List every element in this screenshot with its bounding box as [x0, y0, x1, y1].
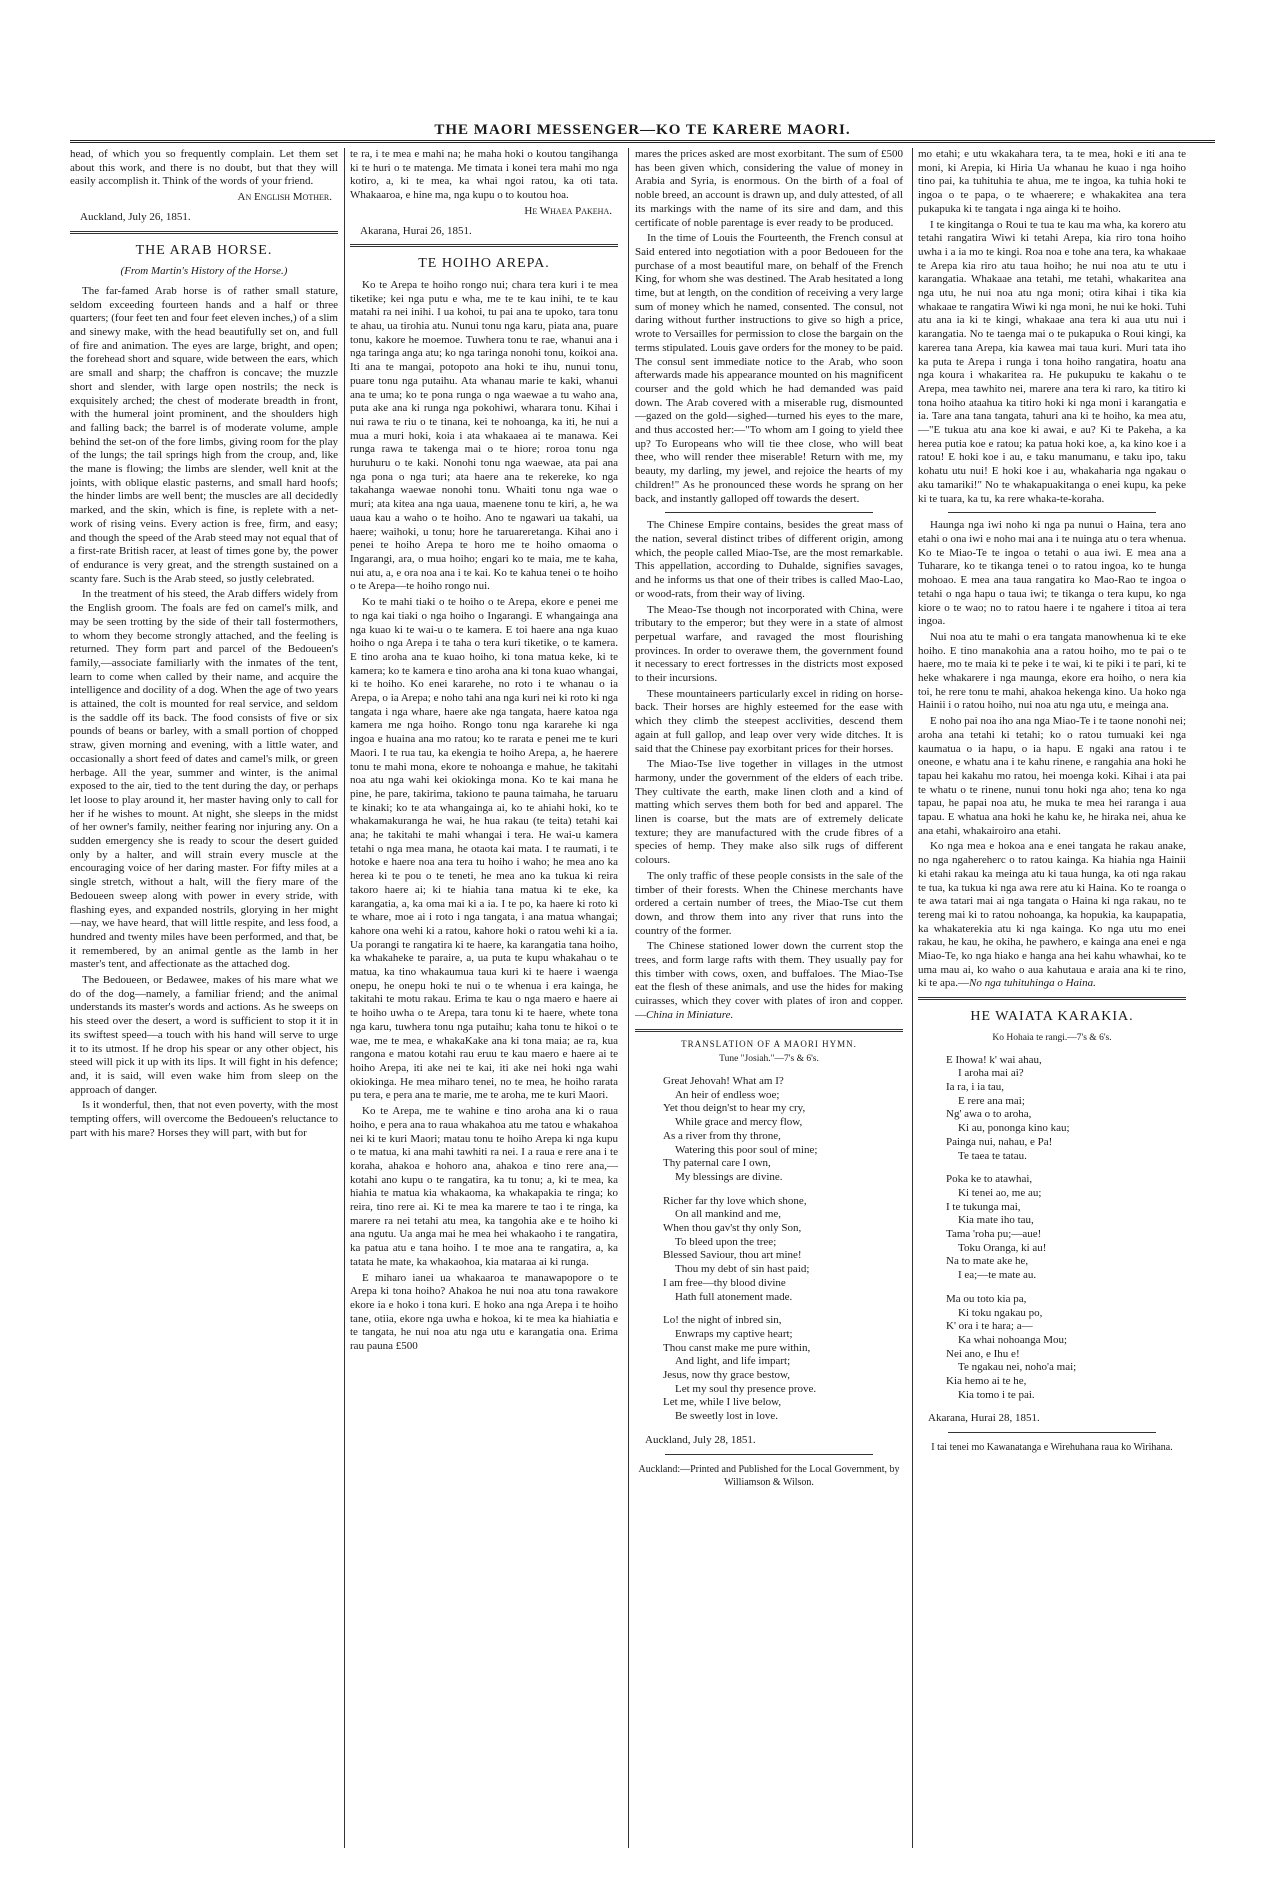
- verse-line: Let my soul thy presence prove.: [675, 1382, 817, 1395]
- column-3: [635, 148, 903, 1848]
- column-divider: [628, 148, 629, 1848]
- verse-line: Ma ou toto kia pa,: [946, 1292, 1027, 1305]
- section-rule: [635, 1029, 903, 1032]
- waiata-title: HE WAIATA KARAKIA.: [970, 1009, 1134, 1025]
- article-paragraph: Ko te Arepa te hoiho rongo nui; chara tera kuri i te mea tiketike; kei nga putu e wha, me te te kau inihi, te te kau matahi ra nei inihi. I ua kohoi, tu pai ana te upoko, tara tonu te ahau, ua tirohia atu. Nunui tonu nga karu, piata ana, puare tonu, kakore he moemoe. Tuwhera tonu te rae, whanui ana i nga taringa anga atu; ko nga taringa nonohi tonu, koikoi ana. Iti ana te mangai, potopoto ana hoki te ihu, nunui tonu, puare tonu nga putaihu. Ata whanau marie te kaki, whanui ana te uma; ko te pona runga o nga waewae a tu waho ana, puta ake ana ki runga nga pokohiwi, wharara tonu. Kihai i nui rawa te riu o te tinana, kei te nohoanga, ka iti, he nui a mua a muri hoki, koia i ata whakaaea ai te manawa. Kei runga rawa te takenga mai o te hiore; roroa tonu nga huruhuru o te kaki. Nonohi tonu nga waewae, ata pai ana nga pona o nga turi; ata haere ana te rekereke, ko nga takahanga waewae nonohi tonu. Whaiti tonu nga wae o muri; ata kitea ana nga uaua, maenene tonu te kiri, a, he wa uaua kau a waho o te hoiho. Ano te ngawari ua takahi, ua haere; waihoki, u tonu; hore he taruareretanga. Kihai ano i penei te hoiho Arepa te horo me te hoiho omaoma o Ingarangi, ara, o mua hoiho; engari ko te maia, me te kaha, nui atu, a, e ora noa ana i te kai. Ko te kahua tenei o te hoiho o te Arepa—te hoiho rongo nui.: [350, 278, 618, 593]
- verse-line: E Ihowa! k' wai ahau,: [946, 1053, 1042, 1066]
- article-source: (From Martin's History of the Horse.): [120, 265, 288, 278]
- column-1: [70, 148, 338, 1848]
- section-rule: [350, 244, 618, 247]
- article-paragraph: Ko te Arepa, me te wahine e tino aroha ana ki o raua hoiho, e pera ana to raua whakahoa atu me tatou e whakahoa nei ki te kuri Maori; matau tonu te hoiho Arepa ki nga kupu o te matua, ki ana mahi tawhiti ra nei. I a raua e rere ana i te koraha, ahakoa e hohoro ana, ahakoa e tino rere ana,—kotahi ano kupu o te rangatira, ka tu tonu; a, ki te mea, ka hiahia te matua kia whakaoma, ka whakapakia te ringa; ko reira, tino rere ai. Ki te mea ka marere te tao i te ringa, ka marere ra nei tetahi atu mea, ka tangohia ake e te hoiho ki ana ngutu. Ua anga mai he mea hei whakaoho i te rangatira, ka patua atu e tana hoiho. I te moe ana te rangatira, a, ka tatata he mate, ka whakaohoa, kia mataraa ai ki runga.: [350, 1105, 618, 1268]
- verse-line: Kia mate iho tau,: [958, 1214, 1034, 1227]
- waiata-dateline: Akarana, Hurai 28, 1851.: [928, 1412, 1040, 1425]
- waiata-tune: Ko Hohaia te rangi.—7's & 6's.: [992, 1032, 1112, 1043]
- verse-line: Kia hemo ai te he,: [946, 1375, 1027, 1388]
- verse-line: An heir of endless woe;: [675, 1088, 780, 1101]
- verse-line: And light, and life impart;: [675, 1355, 791, 1368]
- verse-line: As a river from thy throne,: [663, 1129, 781, 1142]
- verse-line: Ki toku ngakau po,: [958, 1306, 1043, 1319]
- waiata-stanza: [946, 1173, 1186, 1283]
- verse-line: Let me, while I live below,: [663, 1396, 782, 1409]
- verse-line: Ia ra, i ia tau,: [946, 1081, 1005, 1093]
- verse-line: I aroha mai ai?: [958, 1067, 1024, 1080]
- section-rule: [918, 997, 1186, 1000]
- verse-line: Great Jehovah! What am I?: [663, 1075, 784, 1087]
- waiata-stanza: [946, 1054, 1186, 1164]
- article-paragraph: mo etahi; e utu wkakahara tera, ta te mea, hoki e iti ana te moni, ki Arepia, ki Hiria Ua whanau he kuao i nga hoiho tino pai, ka tuhituhia te ahua, me te ingoa, ka tuhia hoki te ingoa o te papa, o te whaerere; e whakakitea ana tera pukapuka ki te tangata i nga ainga ki te hoiho.: [918, 148, 1186, 215]
- letter-dateline: Akarana, Hurai 26, 1851.: [360, 224, 472, 237]
- masthead-rule: [70, 140, 1215, 143]
- verse-line: E rere ana mai;: [958, 1094, 1025, 1107]
- letter-ending: head, of which you so frequently complain. Let them set about this work, and there is no doubt, but that they will easily accomplish it. Think of the words of your friend.: [70, 148, 338, 188]
- printer-imprint: Auckland:—Printed and Published for the Local Government, by Williamson & Wilson.: [638, 1463, 900, 1489]
- hymn-title: TRANSLATION OF A MAORI HYMN.: [681, 1038, 857, 1049]
- article-paragraph: The far-famed Arab horse is of rather small stature, seldom exceeding fourteen hands and a half or three quarters; (four feet ten and four feet eleven inches,) of a slim and sinewy make, with the head beautifully set on, and full of fire and animation. The eyes are large, bright, and open; the forehead short and square, wide between the ears, which are small and sharp; the chaffron is concave; the muzzle short and slender, with large open nostrils; the neck is exquisitely arched; the chest of moderate breadth in front, with the humeral joint prominent, and the shoulders high and falling back; the barrel is of moderate volume, ample behind the set-on of the fore limbs, giving room for the play of the lungs; the tail springs high from the croup, and, like the mane is flowing; the limbs are slender, well knit at the joints, with oblique elastic pasterns, and small hard hoofs; the hinder limbs are well bent; the muscles are all decidedly marked, and the skin, which is fine, is replete with a net-work of rising veins. Every action is free, firm, and easy; and though the speed of the Arab steed may not equal that of a first-rate British racer, at least of times gone by, the power of endurance is very great, and the strength sustained on a scanty fare. Such is the Arab steed, so justly celebrated.: [70, 284, 338, 585]
- verse-line: Richer far thy love which shone,: [663, 1194, 807, 1207]
- section-rule: [948, 1432, 1156, 1433]
- article-paragraph: [635, 940, 903, 1022]
- letter-dateline: Auckland, July 26, 1851.: [80, 210, 191, 223]
- article-paragraph: E noho pai noa iho ana nga Miao-Te i te taone nonohi nei; aroha ana tetahi ki tetahi; ko o ratou tumuaki kei nga kaumatua o ia hapu, o ia hapu. E ngaki ana ratou i te oneone, e whatu ana i te kahu rinene, e rangahia ana hoki he tapau hei kakahu mo ratou, hei moenga koki. Kihai i ata pai te whatu o te rinene, nunui tonu hoki nga aho; tena ko nga tapau, he papai noa atu, he muka te mea hei raranga i aua tapau. E whatua ana hoki he kahu ke, he hiraka nei, ahua ke ana etahi, whakairoiro ana etahi.: [918, 715, 1186, 837]
- verse-line: I ea;—te mate au.: [958, 1269, 1037, 1282]
- paragraph-text: Ko nga mea e hokoa ana e enei tangata he rakau anake, no nga ngahereherc o to ratou kainga. Ka hiahia nga Hainii ki etahi rakau ka meinga atu ki taua hunga, ka oti nga rakau te tua, ka tukua ki nga awa rere atu ki Haina. Ko te roanga o te awa tatari mai ai nga tangata o Haina ki nga rakau, no te tereng mai ki to ratou nohoanga, ka hopukia, ka kaupapatia, ka whakaterekia atu ki nga kainga. Ko nga utu mo enei rakau, he kau, he okiha, he pawhero, e kainga ana enei e nga Miao-Te, ko nga hiako e hanga ana hei kahu whawhai, ko te uma mau ai, ko waho o aua kahutaua e araia ana ki te rino, ki te apa.—: [918, 840, 1186, 990]
- article-paragraph: In the treatment of his steed, the Arab differs widely from the English groom. The foals are fed on camel's milk, and may be seen trotting by the side of their tall fostermothers, to whom they become strongly attached, and the feeling is returned. They form part and parcel of the Bedoueen's family,—associate familiarly with the inmates of the tent, learn to come when called by their name, and acquire the intelligence and docility of a dog. When the age of two years is attained, the colt is mounted for real service, and seldom is the saddle off its back. The food consists of five or six pounds of beans or barley, with a small portion of chopped straw, given morning and evening, with a little water, and occasionally a short feed of dates and camel's milk, or green herbage. All the year, summer and winter, is the animal exposed to the air, tied to the tent during the day, or perhaps let loose to play around it, her master having only to call for her if he wishes to mount. At night, she sleeps in the midst of her owner's family, neither fearing nor injuring any. On a sudden emergency she is ready to scour the desert guided only by a halter, and will strain every muscle at the encouraging voice of her daring master. For fifty miles at a single stretch, without a halt, will the fiery mare of the Bedoueen sweep along with power in every stride, with flashing eyes, and expanded nostrils, glorying in her might—nay, we have heard, that will little respite, and less food, a hundred and twenty miles have been performed, and that, be it remembered, by an animal gentle as the lamb in her master's tent, and affectionate as the attached dog.: [70, 588, 338, 971]
- verse-line: Be sweetly lost in love.: [675, 1410, 778, 1423]
- verse-line: Te ngakau nei, noho'a mai;: [958, 1361, 1077, 1374]
- verse-line: To bleed upon the tree;: [675, 1235, 777, 1248]
- letter-signature: He Whaea Pakeha.: [524, 204, 612, 217]
- article-paragraph: The Meao-Tse though not incorporated with China, were tributary to the emperor; but they were in a state of almost perpetual warfare, and ravaged the most flourishing provinces. In order to overawe them, the government found it necessary to erect fortresses in the districts most exposed to their incursions.: [635, 603, 903, 685]
- paragraph-text: The Chinese stationed lower down the current stop the trees, and form large rafts with them. They usually pay for this timber with cows, oxen, and buffaloes. The Miao-Tse eat the flesh of these animals, and use the hides for making cuirasses, which they cover with plates of iron and copper.—: [635, 940, 903, 1021]
- verse-line: Ka whai nohoanga Mou;: [958, 1333, 1068, 1346]
- verse-line: Thou my debt of sin hast paid;: [675, 1263, 810, 1276]
- verse-line: While grace and mercy flow,: [675, 1116, 803, 1129]
- article-paragraph: These mountaineers particularly excel in riding on horse-back. Their horses are highly esteemed for the ease with which they climb the steepest acclivities, descend them again at full gallop, and leap over very wide ditches. It is said that the Chinese pay exorbitant prices for their horses.: [635, 687, 903, 755]
- verse-line: Painga nui, nahau, e Pa!: [946, 1135, 1053, 1148]
- column-2: [350, 148, 618, 1848]
- article-title-hoiho-arepa: TE HOIHO AREPA.: [418, 256, 550, 272]
- hymn-stanza: [663, 1075, 903, 1185]
- verse-line: Kia tomo i te pai.: [958, 1388, 1035, 1401]
- article-paragraph: Is it wonderful, then, that not even poverty, with the most tempting offers, will overcome the Bedoueen's reluctance to part with his mare? Horses they will part, with but for: [70, 1099, 338, 1139]
- article-source: No nga tuhituhinga o Haina.: [969, 977, 1096, 990]
- verse-line: Thy paternal care I own,: [663, 1157, 771, 1170]
- verse-line: I am free—thy blood divine: [663, 1276, 786, 1289]
- verse-line: Ki au, pononga kino kau;: [958, 1122, 1070, 1135]
- verse-line: K' ora i te hara; a—: [946, 1320, 1033, 1333]
- article-paragraph: I te kingitanga o Roui te tua te kau ma wha, ka korero atu tetahi rangatira Wiwi ki tetahi Arepa, kia riro tona hoiho uwha i a ia mo te kingi. Roa noa e tohe ana tera, ka whakaae te Arepa kia riro atu taua hoiho; he nui noa atu te utu i karangatia. Whakaae ana tetahi, me tetahi, whakaritea ana nga utu, he nui noa atu nga moni; otira kihai i tika kia whakaae te rangatira Wiwi ki nga moni, he nui ke hoki. Tuhi atu ana ia ki te kingi, whakaae ana tera ki aua utu nui i karangatia. No te taenga mai o te pukapuka o Roui kingi, ka karerea tana Arepa, kia kawea mai taua kuri. Muri tata iho ka puta te Arepa i runga i tona hoiho rangatira, hoatu ana nga koura i whakaritea ra. He pukupuku te kakahu o te Arepa, mea tawhito nei, marere ana tera ki raro, ka titiro ki tona hoiho ataahua ka titiro hoki ki nga moni i karangatia e ia. Tare ana tana tangata, tahuri ana ki te hoiho, ka mea atu,—"E tukua atu ana koe ki awai, e au? Ki te Pakeha, a ka herea putia koe e ratou; ka patua hoki koe, a, ka kino koe i a ratou! E hoki koe i au, e taku manumanu, e taku ipo, taku kohatu utu nui! E hoki koe i au, whakaharia nga ngakau o aku tamariki!" No te whakapuakitanga o enei kupu, ka peke ki te tuara, ka tu, ka rere whaka-te-koraha.: [918, 218, 1186, 505]
- article-paragraph: Haunga nga iwi noho ki nga pa nunui o Haina, tera ano etahi o ona iwi e noho mai ana i te nuinga atu o tera whenua. Ko te Miao-Te te ingoa o tetahi o aua iwi. E mea ana a Tuharare, ko te tikanga tenei o to ratou ingoa, ko te hunga mohoao. E mea ana taua rangatira ko Mao-Rao te ingoa o tetahi o nga hapu o taua iwi; te tikanga o tera kupu, ko nga kiore o te wao; no to ratou haere i te ngahere i titoa ai tera ingoa.: [918, 519, 1186, 628]
- article-title-arab-horse: THE ARAB HORSE.: [135, 242, 273, 258]
- section-rule: [665, 512, 873, 513]
- article-paragraph: The only traffic of these people consists in the sale of the timber of their forests. When the Chinese merchants have ordered a certain number of trees, the Miao-Tse cut them down, and throw them into any river that runs into the country of the former.: [635, 869, 903, 937]
- verse-line: Te taea te tatau.: [958, 1149, 1027, 1162]
- verse-line: Na to mate ake he,: [946, 1255, 1029, 1268]
- hymn-dateline: Auckland, July 28, 1851.: [645, 1433, 756, 1446]
- verse-line: Blessed Saviour, thou art mine!: [663, 1249, 802, 1262]
- article-source: China in Miniature.: [646, 1008, 734, 1021]
- article-paragraph: E miharo ianei ua whakaaroa te manawapopore o te Arepa ki tona hoiho? Ahakoa he nui noa atu tona rawakore ekore ia e hoko i tona kuri. E hoko ana nga Arepa i te hoiho tane, otiia, ekore nga uwha e hokoa, ki te mea ka hiahiatia e te tangata, he nui noa atu nga utu e karangatia ona. Erima rau pauna £500: [350, 1271, 618, 1353]
- verse-line: When thou gav'st thy only Son,: [663, 1222, 802, 1235]
- verse-line: Poka ke to atawhai,: [946, 1173, 1033, 1186]
- hymn-stanza: [663, 1314, 903, 1424]
- verse-line: Watering this poor soul of mine;: [675, 1143, 818, 1156]
- section-rule: [70, 231, 338, 234]
- verse-line: Enwraps my captive heart;: [675, 1327, 793, 1340]
- column-divider: [912, 148, 913, 1848]
- hymn-tune: Tune "Josiah."—7's & 6's.: [719, 1054, 819, 1065]
- verse-line: Toku Oranga, ki au!: [958, 1241, 1047, 1254]
- verse-line: Hath full atonement made.: [675, 1290, 793, 1303]
- article-paragraph: Nui noa atu te mahi o era tangata manowhenua ki te eke hoiho. E tino manakohia ana a ratou hoiho, mo te pai o te haere, mo te maia ki te peke i te wai, ki te piki i te pari, ki te heke whakarere i nga maunga, ekore era hoiho, o nera kia toi, he rere tonu te mahi, ahakoa hekenga kino. Ua hoko nga Hainii i o ratou hoiho, nui noa atu nga utu, e meinga ana.: [918, 630, 1186, 712]
- column-4: [918, 148, 1186, 1848]
- column-divider: [344, 148, 345, 1848]
- waiata-stanza: [946, 1293, 1186, 1403]
- verse-line: Ki tenei ao, me au;: [958, 1186, 1042, 1199]
- article-paragraph: The Miao-Tse live together in villages in the utmost harmony, under the government of the elders of each tribe. They cultivate the earth, make linen cloth and a kind of matting which serves them both for bed and apparel. The linen is coarse, but the mats are of extremely delicate texture; they are manufactured with the crude fibres of a species of hemp. They make also silk rugs of different colours.: [635, 758, 903, 867]
- section-rule: [665, 1454, 873, 1455]
- hymn-stanza: [663, 1195, 903, 1305]
- letter-ending: te ra, i te mea e mahi na; he maha hoki o koutou tangihanga ki te huri o te matenga. Me timata i konei tera mahi mo nga kotiro, a, ki te mea, ka whai ngoi ratou, ka oti tata. Whakaaroa, e hine ma, nga kupu o to koutou hoa.: [350, 148, 618, 202]
- verse-line: Yet thou deign'st to hear my cry,: [663, 1102, 806, 1115]
- article-paragraph: Ko te mahi tiaki o te hoiho o te Arepa, ekore e penei me to nga kai tiaki o nga hoiho o Ingarangi. E whangainga ana nga kuao ki te wai-u o te kamera. E toi haere ana nga kuao hoiho o nga Arepa i te taha o tera kuri tiketike, o te kamera. E tino aroha ana te kuao hoiho, ki tona matua keke, ki te kamera; ko te kamera e tino aroha ana ki tona kuao whangai, ki te hoiho. Ko enei kararehe, no roto i te whanau o ia Arepa, o ia Arepa; e noho tahi ana nga kuri nei ki roto ki nga tangata i nga whare, haere ake nga tangata, haere katoa nga kamera me nga hoiho. Rongo tonu nga kararehe ki nga ingoa e huaina ana mo ratou; ko te rarata e penei me te kuri Maori. I te rua tau, ka ekengia te hoiho Arepa, a, he haerere tonu te mahi mona, ekore te nohoanga e mahue, he takitahi noa atu nga wahi kei okiokinga mona. Ko te kai mana he pine, he pare, takirima, takiono te pauna taimaha, he taruaru te kinaki; ko te ata whangainga ai, ko te ahiahi hoki, ko te whakamakuranga he wai, he hua rakau (te teita) tetahi kai ana; he takitahi te mahi whangai i tera. He wai-u kamera tetahi o nga mea mana, he otaota kai mata. I te raumati, i te hotoke e haere noa ana tera tu hoiho i waho; he mea ano ka herea ki te pou o te teneti, he mea ano ka tukua ki reira takoro haere ai; ki te hiahia tana matua ki te eke, ka karangatia, a, ka oma mai ki a ia. I te po, ka haere ki roto ki te whare, moe ai i roto i nga tangata, i ana matua whangai; kahore ona wehi ki a ratou, kahore hoki o ratou wehi ki a ia. Ua porangi te rangatira ki te haere, ka karangatia tana hoiho, ka whakaheke te paraire, a, ua puta te kupu whakahau o te matua, ka tino whakaumua taua kuri ki te haere i waenga onepu, he onepu hoki te nui o te whenua i era kainga, he takitahi te motu rakau. Erima te kau o nga maero e haere ai te hoiho uwha o te Arepa, tara tonu ki te haere, whete tona nga karu, tuwhera tonu nga putaihu; kaha tonu te hikoi o te wae, me te mea, e whakaKake ana ki tona maia; ae ra, kua rangona e matou kotahi rau eruu te kau maero e haere ai te hoiho Arepa, iti ake nei te kai, iti ake nei hoki nga wahi okiokinga. He mea miharo tenei, no te mea, he hoiho rarata pu tera, e pera ana te marie, me te aroha, me te kuri Maori.: [350, 596, 618, 1102]
- article-paragraph: The Bedoueen, or Bedawee, makes of his mare what we do of the dog—namely, a familiar friend; and the animal understands its master's words and actions. As he sweeps on his steed over the desert, a word is sufficient to stop it it in its swiftest speed—a touch with his hand will serve to urge it to its utmost. If he drop his spear or any other object, his steed will pick it up with its lips. It will fight in his defence; and, it is said, will even wake him from sleep on the approach of danger.: [70, 974, 338, 1096]
- verse-line: Ng' awa o to aroha,: [946, 1108, 1032, 1121]
- verse-line: Thou canst make me pure within,: [663, 1341, 811, 1354]
- verse-line: Tama 'roha pu;—aue!: [946, 1228, 1042, 1241]
- verse-line: I te tukunga mai,: [946, 1200, 1021, 1213]
- verse-line: My blessings are divine.: [675, 1170, 783, 1183]
- article-paragraph: mares the prices asked are most exorbitant. The sum of £500 has been given which, considering the value of money in Arabia and Syria, is enormous. On the birth of a foal of noble breed, an account is drawn up, and duly attested, of all its markings with the name of its sire and dam, and this certificate of noble parentage is ever ready to be produced.: [635, 148, 903, 229]
- letter-signature: An English Mother.: [237, 191, 332, 204]
- article-paragraph: [918, 840, 1186, 991]
- masthead: THE MAORI MESSENGER—KO TE KARERE MAORI.: [434, 122, 851, 138]
- article-paragraph: In the time of Louis the Fourteenth, the French consul at Said entered into negotiation with a poor Bedoueen for the purchase of a most beautiful mare, on behalf of the French King, for whom she was destined. The Arab hesitated a long time, but at length, on the condition of receiving a very large sum of money which he named, consented. The consul, not daring without further instructions to give so high a price, wrote to Versailles for permission to close the bargain on the terms stipulated. Louis gave orders for the money to be paid. The consul sent immediate notice to the Arab, who soon afterwards made his appearance mounted on his magnificent courser and the gold which he had demanded was paid down. The Arab covered with a miserable rug, dismounted—gazed on the gold—sighed—turned his eyes to the mare, and thus accosted her:—"To whom am I going to yield thee up? To Europeans who will tie thee close, who will beat thee, who will render thee miserable! Return with me, my beauty, my darling, my jewel, and rejoice the hearts of my children!" As he pronounced these words he sprang on her back, and instantly galloped off towards the desert.: [635, 232, 903, 505]
- verse-line: On all mankind and me,: [675, 1208, 782, 1221]
- section-rule: [948, 512, 1156, 513]
- verse-line: Nei ano, e Ihu e!: [946, 1347, 1020, 1360]
- verse-line: Lo! the night of inbred sin,: [663, 1314, 782, 1327]
- article-paragraph: The Chinese Empire contains, besides the great mass of the nation, several distinct tribes of different origin, among which, the people called Miao-Tse, are the most remarkable. This appellation, according to Duhalde, signifies savages, and he informs us that one of their tribes is called Mao-Lao, or wood-rats, from their way of living.: [635, 519, 903, 600]
- printer-imprint: I tai tenei mo Kawanatanga e Wirehuhana raua ko Wirihana.: [931, 1442, 1173, 1454]
- verse-line: Jesus, now thy grace bestow,: [663, 1369, 790, 1382]
